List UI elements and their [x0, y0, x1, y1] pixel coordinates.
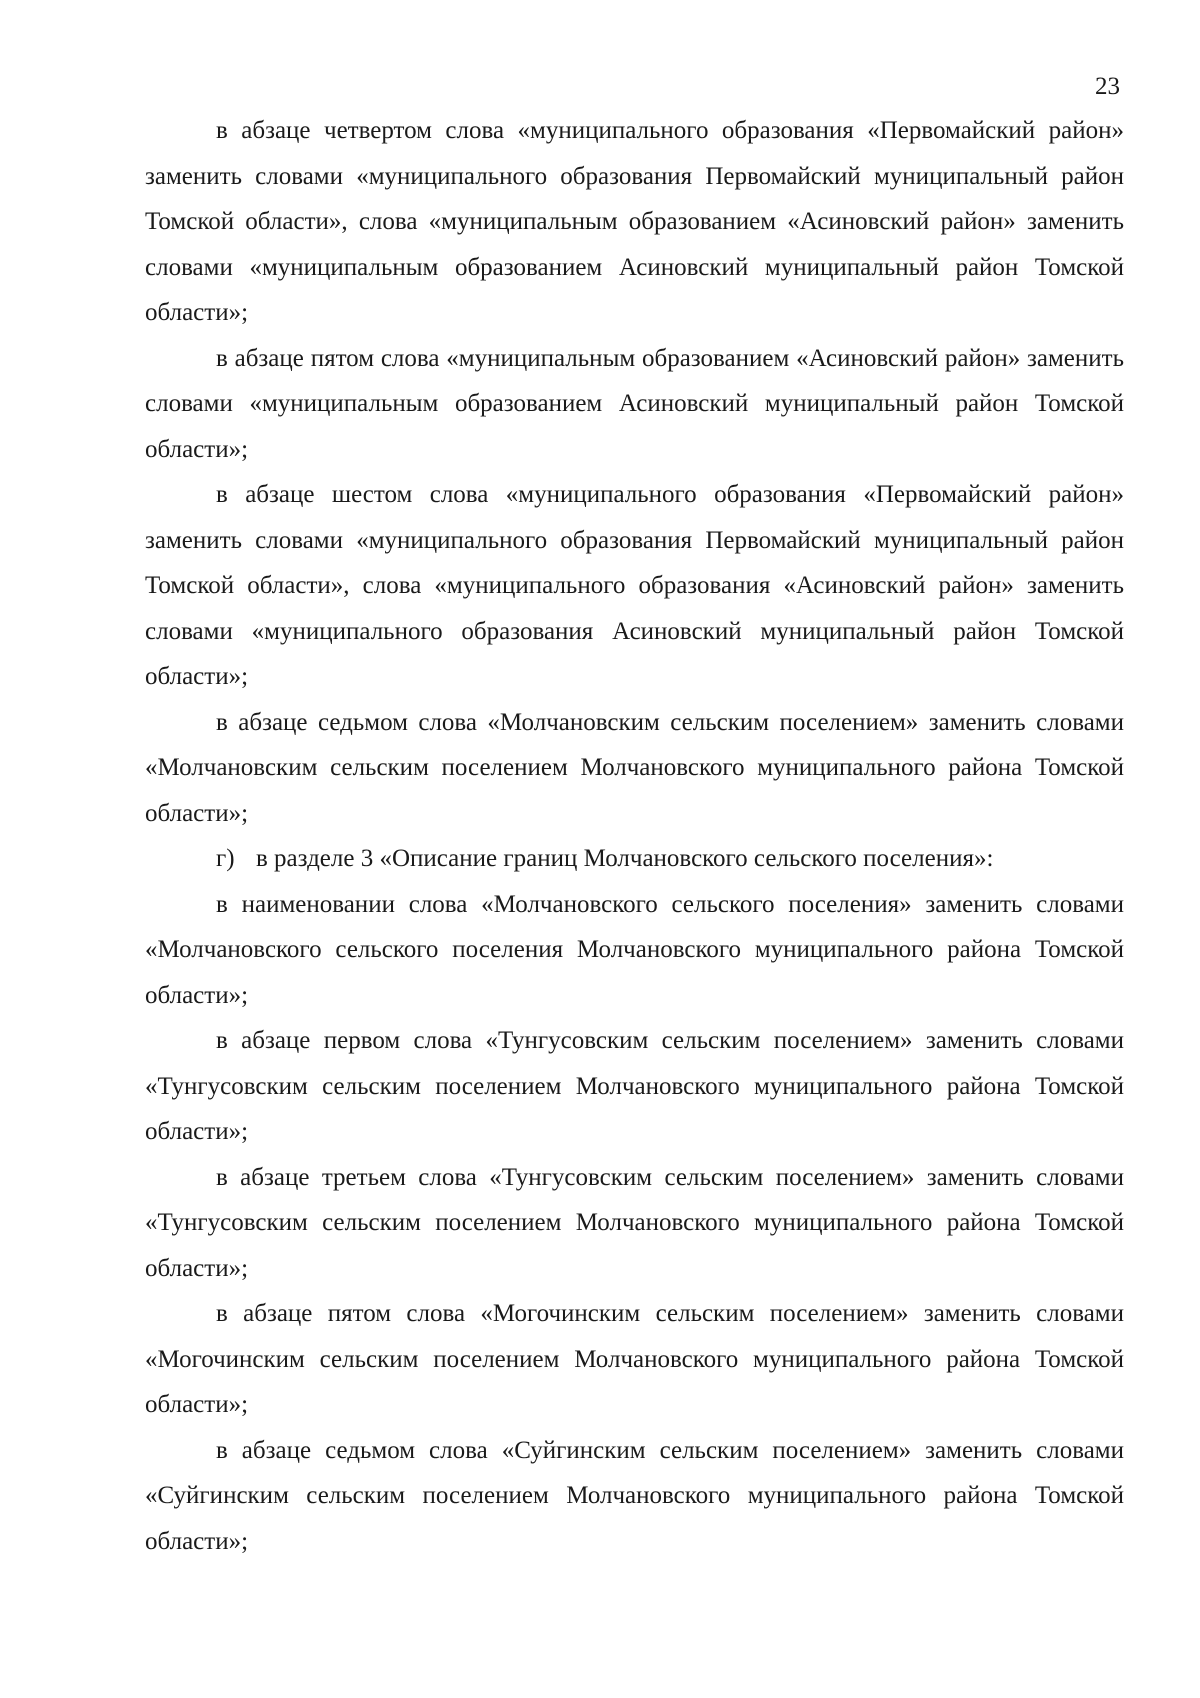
page-number: 23 [1095, 73, 1120, 100]
paragraph-amend-title: в наименовании слова «Молчановского сельского поселения» заменить словами «Молчановского сельского поселения Молчановского муниципального района Томской области»; [145, 890, 1124, 1009]
paragraph-amend-abzac-5b: в абзаце пятом слова «Могочинским сельским поселением» заменить словами «Могочинским сельским поселением Молчановского муниципального района Томской области»; [145, 1300, 1124, 1418]
paragraph-amend-abzac-5: в абзаце пятом слова «муниципальным образованием «Асиновский район» заменить словами «муниципальным образованием Асиновский муниципальный район Томской области»; [145, 344, 1124, 463]
paragraph-amend-abzac-3: в абзаце третьем слова «Тунгусовским сельским поселением» заменить словами «Тунгусовским сельским поселением Молчановского муниципального района Томской области»; [145, 1163, 1124, 1282]
list-item-g [145, 836, 1124, 882]
list-item-text: в разделе 3 «Описание границ Молчановского сельского поселения»: [256, 845, 994, 872]
paragraph-amend-abzac-4: в абзаце четвертом слова «муниципального образования «Первомайский район» заменить словами «муниципального образования Первомайский муниципальный район Томской области», слова «муниципальным образованием «Асиновский район» заменить словами «муниципальным образованием Асиновский муниципальный район Томской области»; [145, 117, 1124, 326]
document-body [145, 108, 1124, 1564]
paragraph-amend-abzac-7: в абзаце седьмом слова «Молчановским сельским поселением» заменить словами «Молчановским сельским поселением Молчановского муниципального района Томской области»; [145, 708, 1124, 827]
list-item-marker: г) [216, 845, 235, 872]
paragraph-amend-abzac-7b: в абзаце седьмом слова «Суйгинским сельским поселением» заменить словами «Суйгинским сельским поселением Молчановского муниципального района Томской области»; [145, 1436, 1124, 1555]
paragraph-amend-abzac-1: в абзаце первом слова «Тунгусовским сельским поселением» заменить словами «Тунгусовским сельским поселением Молчановского муниципального района Томской области»; [145, 1027, 1124, 1145]
paragraph-amend-abzac-6: в абзаце шестом слова «муниципального образования «Первомайский район» заменить словами «муниципального образования Первомайский муниципальный район Томской области», слова «муниципального образования «Асиновский район» заменить словами «муниципального образования Асиновский муниципальный район Томской области»; [145, 481, 1124, 690]
